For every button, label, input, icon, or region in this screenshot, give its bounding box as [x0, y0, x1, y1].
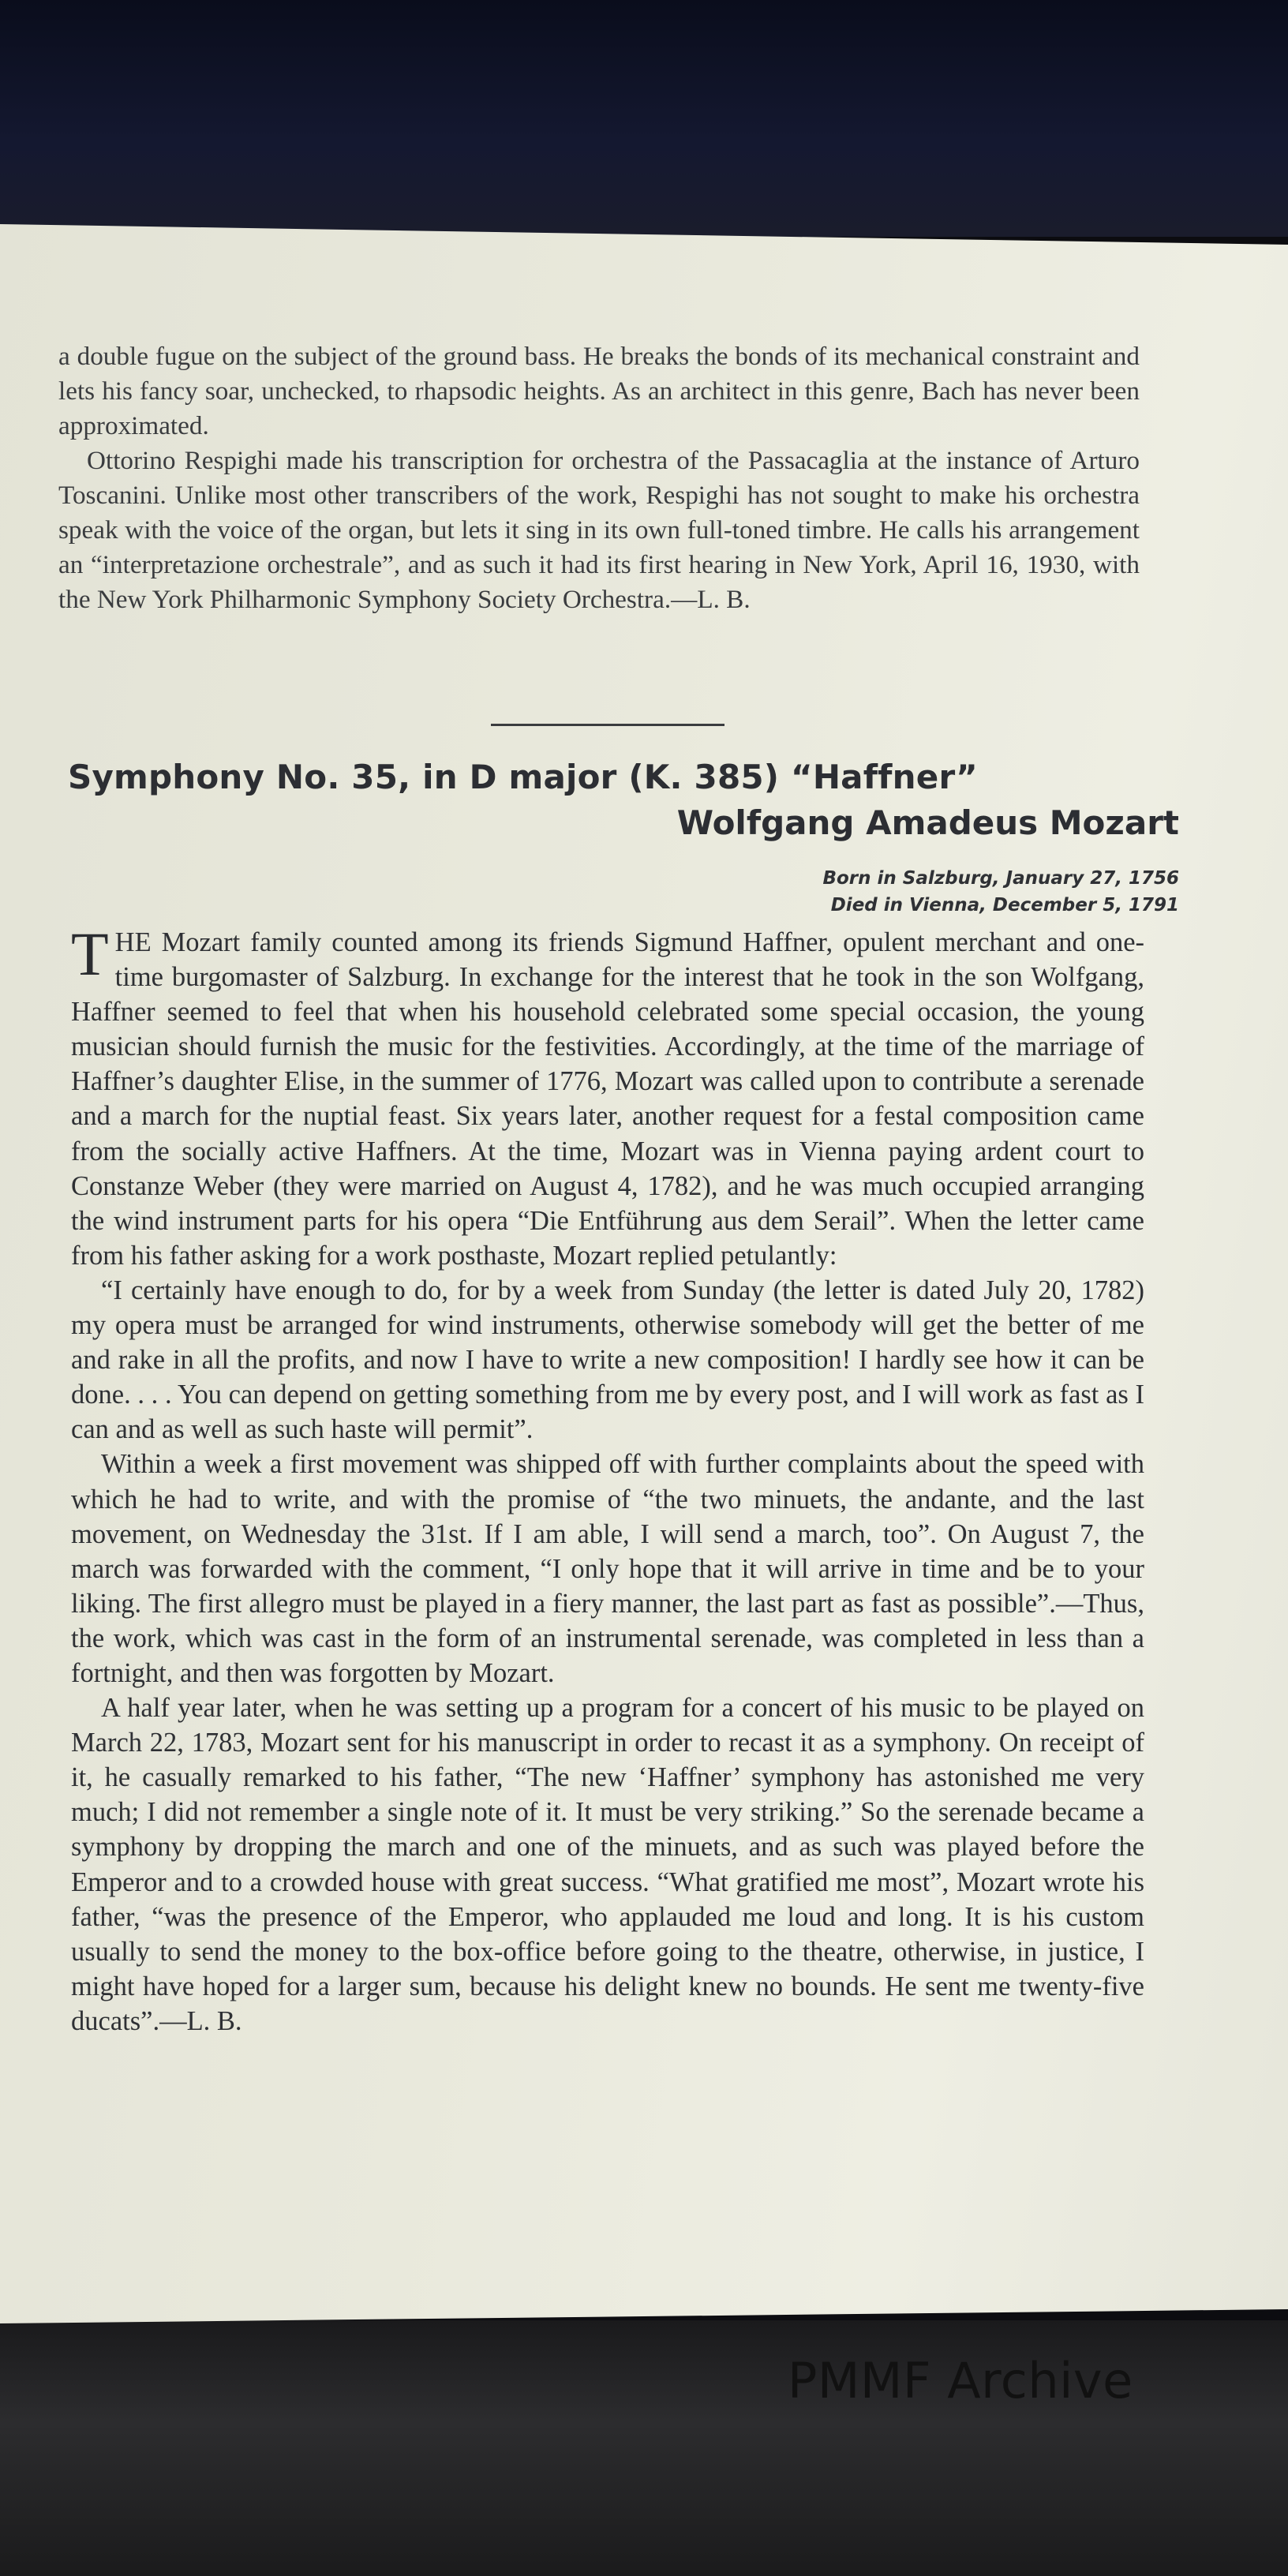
previous-note	[58, 339, 1140, 617]
section-divider	[491, 724, 724, 726]
symphony-title: Symphony No. 35, in D major (K. 385) “Haffner”	[68, 758, 978, 796]
previous-note-paragraph: a double fugue on the subject of the ground bass. He breaks the bonds of its mechanical constraint and lets his fancy soar, unchecked, to rhapsodic heights. As an architect in this genre, Bach has never been approximated.	[58, 342, 1140, 440]
archive-watermark: PMMF Archive	[788, 2352, 1133, 2409]
article-paragraph: “I certainly have enough to do, for by a week from Sunday (the letter is dated July 20, 1782) my opera must be arranged for wind instruments, otherwise somebody will get the better of me and rake in all the profits, and now I have to write a new composition! I hardly see how it can be done. . . . You can depend on getting something from me by every post, and I will work as fast as I can and as well as such haste will permit”.	[71, 1275, 1144, 1445]
program-note-article	[71, 919, 1144, 2039]
drop-cap: T	[71, 919, 109, 988]
background-top	[0, 0, 1288, 237]
article-paragraph: A half year later, when he was setting up a program for a concert of his music to be played on March 22, 1783, Mozart sent for his manuscript in order to recast it as a symphony. On receipt of it, he casually remarked to his father, “The new ‘Haffner’ symphony has astonished me very much; I did not remember a single note of it. It must be very striking.” So the serenade became a symphony by dropping the march and one of the minuets, and as such was played before the Emperor and to a crowded house with great success. “What gratified me most”, Mozart wrote his father, “was the presence of the Emperor, who applauded me loud and long. It is his custom usually to send the money to the box-office before going to the theatre, otherwise, in justice, I might have hoped for a larger sum, because his delight knew no bounds. He sent me twenty-five ducats”.—L. B.	[71, 1693, 1144, 2036]
article-paragraph: Within a week a first movement was shipped off with further complaints about the speed with which he had to write, and with the promise of “the two minuets, the andante, and the last movement, on Wednesday the 31st. If I am able, I will send a march, too”. On August 7, the march was forwarded with the comment, “I only hope that it will arrive in time and be to your liking. The first allegro must be played in a fiery manner, the last part as fast as possible”.—Thus, the work, which was cast in the form of an instrumental serenade, was completed in less than a fortnight, and then was forgotten by Mozart.	[71, 1449, 1144, 1688]
born-line: Born in Salzburg, January 27, 1756	[822, 868, 1179, 889]
previous-note-paragraph: Ottorino Respighi made his transcription for orchestra of the Passacaglia at the instance of Arturo Toscanini. Unlike most other transcribers of the work, Respighi has not sought to make his orchestra speak with the voice of the organ, but lets it sing in its own full-toned timbre. He calls his arrangement an “interpretazione orchestrale”, and as such it had its first hearing in New York, April 16, 1930, with the New York Philharmonic Symphony Society Orchestra.—L. B.	[58, 446, 1140, 614]
died-line: Died in Vienna, December 5, 1791	[830, 895, 1179, 915]
article-paragraph	[71, 919, 1144, 1273]
article-paragraph-text: HE Mozart family counted among its friends Sigmund Haffner, opulent merchant and one-time burgomaster of Salzburg. In exchange for the interest that he took in the son Wolfgang, Haffner seemed to feel that when his household celebrated some special occasion, the young musician should furnish the music for the festivities. Accordingly, at the time of the marriage of Haffner’s daughter Elise, in the summer of 1776, Mozart was called upon to contribute a serenade and a march for the nuptial feast. Six years later, another request for a festal composition came from the socially active Haffners. At the time, Mozart was in Vienna paying ardent court to Constanze Weber (they were married on August 4, 1782), and he was much occupied arranging the wind instrument parts for his opera “Die Entführung aus dem Serail”. When the letter came from his father asking for a work posthaste, Mozart replied petulantly:	[71, 927, 1144, 1271]
composer-name: Wolfgang Amadeus Mozart	[676, 803, 1179, 842]
composer-dates	[627, 865, 1179, 919]
